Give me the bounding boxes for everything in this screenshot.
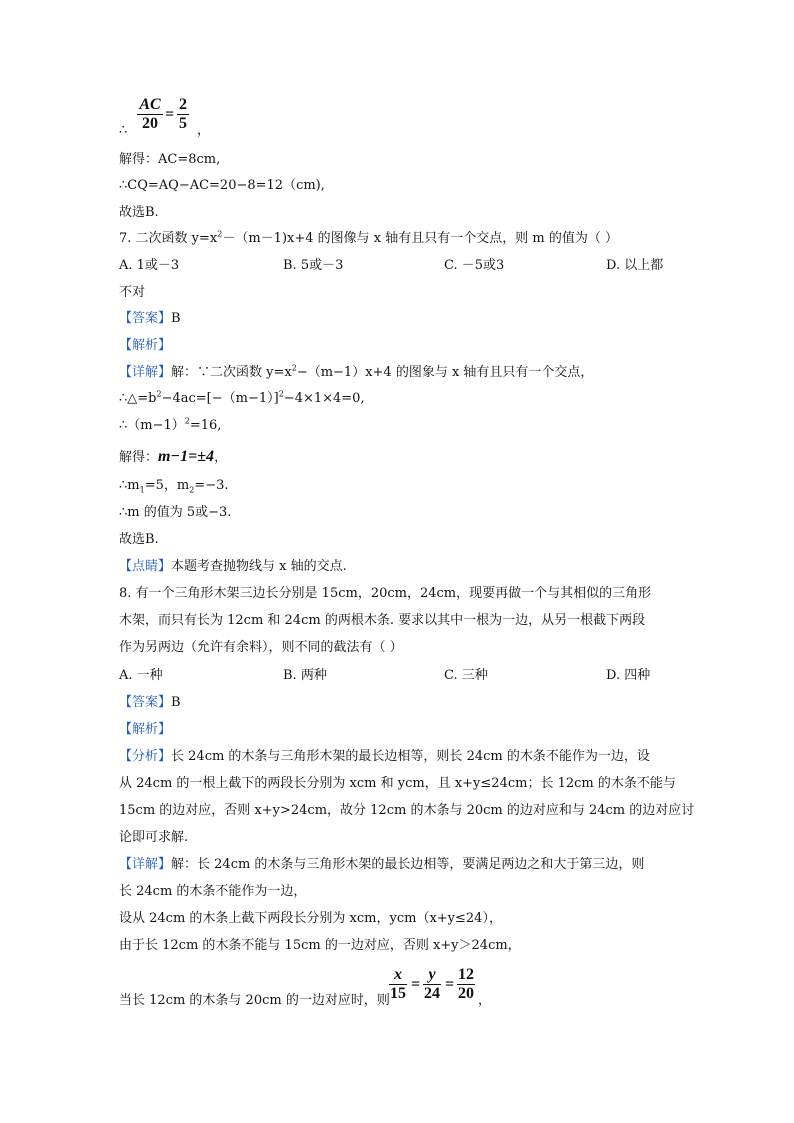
q7-option-d-continued: 不对 — [119, 285, 146, 300]
q8-analysis-2: 从 24cm 的一根上截下的两段长分别为 xcm 和 ycm，且 x+y≤24cm；长 12cm 的木条不能与 — [119, 776, 676, 791]
fraction-denominator: 15 — [390, 985, 406, 1002]
q8-analysis-tag: 【解析】 — [119, 722, 172, 737]
q8-stem-2: 木架，而只有长为 12cm 和 24cm 的两根木条. 要求以其中一根为一边，从另一根截下两段 — [119, 613, 646, 628]
q8-analysis-1: 【分析】长 24cm 的木条与三角形木架的最长边相等，则长 24cm 的木条不能作为一边，设 — [119, 749, 650, 764]
q7-option-c: C. －5或3 — [444, 258, 505, 273]
q8-stem-1: 8. 有一个三角形木架三边长分别是 15cm，20cm，24cm，现要再做一个与其相似的三角形 — [119, 586, 652, 601]
cq-line: ∴CQ=AQ−AC=20−8=12（cm), — [119, 178, 325, 193]
q7-detail-2: $\therefore\triangle=b^2-4ac=[-(m-1)]^2-4\times 1\times 4=0$, — [119, 389, 365, 406]
equals-sign: = — [445, 976, 455, 993]
choose-line: 故选B. — [119, 205, 159, 220]
q7-detail-5: $\therefore m_1=5$，$m_2=-3$. — [119, 478, 229, 495]
detail-tag: 【详解】 — [119, 365, 172, 380]
q8-detail-2: 长 24cm 的木条不能作为一边， — [119, 884, 307, 899]
fraction-ac-over-20 — [137, 96, 163, 133]
detail-tag: 【详解】 — [119, 857, 172, 872]
q7-option-d: D. 以上都 — [606, 258, 664, 273]
q7-detail-4: 解得：m−1=±4， — [119, 448, 228, 465]
fraction-numerator: 12 — [458, 966, 474, 983]
q7-answer: 【答案】B — [119, 311, 181, 326]
q8-detail-5: 当长 12cm 的木条与 20cm 的一边对应时，则 — [119, 993, 390, 1008]
math-expression: m−1=±4 — [158, 448, 215, 465]
q8-detail-1: 【详解】解：长 24cm 的木条与三角形木架的最长边相等，要满足两边之和大于第三边，则 — [119, 857, 645, 872]
fraction-x-over-15 — [389, 966, 407, 1003]
fraction-numerator: x — [394, 966, 402, 983]
fraction-numerator: y — [428, 966, 436, 983]
q7-detail-1: 【详解】解：∵二次函数 $y=x^2-(m-1)x+4$ 的图象与 x 轴有且只有一个交点， — [119, 363, 594, 380]
equals-sign: = — [411, 976, 421, 993]
q8-analysis-4: 论即可求解. — [119, 830, 189, 845]
fraction-numerator: 2 — [179, 96, 187, 113]
q7-stem: 7. 二次函数 $y=x^2-(m-1)x+4$ 的图像与 x 轴有且只有一个交点，则 m 的值为（ ） — [119, 229, 618, 246]
fraction-denominator: 5 — [179, 115, 187, 132]
q8-detail-4: 由于长 12cm 的木条不能与 15cm 的一边对应，否则 x+y＞24cm， — [119, 938, 521, 953]
trailing-comma: ， — [478, 993, 492, 1008]
answer-tag: 【答案】 — [119, 311, 172, 326]
fraction-denominator: 24 — [424, 985, 440, 1002]
q7-option-a: A. 1或－3 — [119, 258, 180, 273]
q8-answer: 【答案】B — [119, 695, 181, 710]
q7-option-b: B. 5或－3 — [283, 258, 344, 273]
equals-sign: = — [165, 106, 175, 123]
fraction-numerator: AC — [139, 96, 161, 113]
analysis-tag: 【分析】 — [119, 749, 172, 764]
fraction-y-over-24 — [423, 966, 441, 1003]
q8-option-b: B. 两种 — [283, 668, 327, 683]
therefore-symbol: ∴ — [119, 123, 128, 138]
q7-analysis-tag: 【解析】 — [119, 338, 172, 353]
trailing-comma: ， — [197, 123, 211, 138]
q8-option-d: D. 四种 — [606, 668, 651, 683]
q7-detail-3: $\therefore(m-1)^2=16$, — [119, 416, 222, 433]
q8-option-a: A. 一种 — [119, 668, 163, 683]
q7-detail-6: ∴m 的值为 5或−3. — [119, 505, 232, 520]
fraction-denominator: 20 — [142, 115, 158, 132]
answer-tag: 【答案】 — [119, 695, 172, 710]
fraction-12-over-20 — [457, 966, 475, 1003]
fraction-2-over-5 — [177, 96, 189, 133]
q8-stem-3: 作为另两边（允许有余料），则不同的截法有（ ） — [119, 640, 403, 655]
q8-option-c: C. 三种 — [444, 668, 488, 683]
q7-point: 【点睛】本题考查抛物线与 x 轴的交点. — [119, 559, 347, 574]
q7-detail-7: 故选B. — [119, 532, 159, 547]
solve-line: 解得：AC=8cm, — [119, 152, 221, 167]
fraction-denominator: 20 — [458, 985, 474, 1002]
q8-analysis-3: 15cm 的边对应，否则 x+y>24cm，故分 12cm 的木条与 20cm 的边对应和与 24cm 的边对应讨 — [119, 803, 695, 818]
point-tag: 【点睛】 — [119, 559, 172, 574]
q8-detail-3: 设从 24cm 的木条上截下两段长分别为 xcm，ycm（x+y≤24）， — [119, 911, 502, 926]
